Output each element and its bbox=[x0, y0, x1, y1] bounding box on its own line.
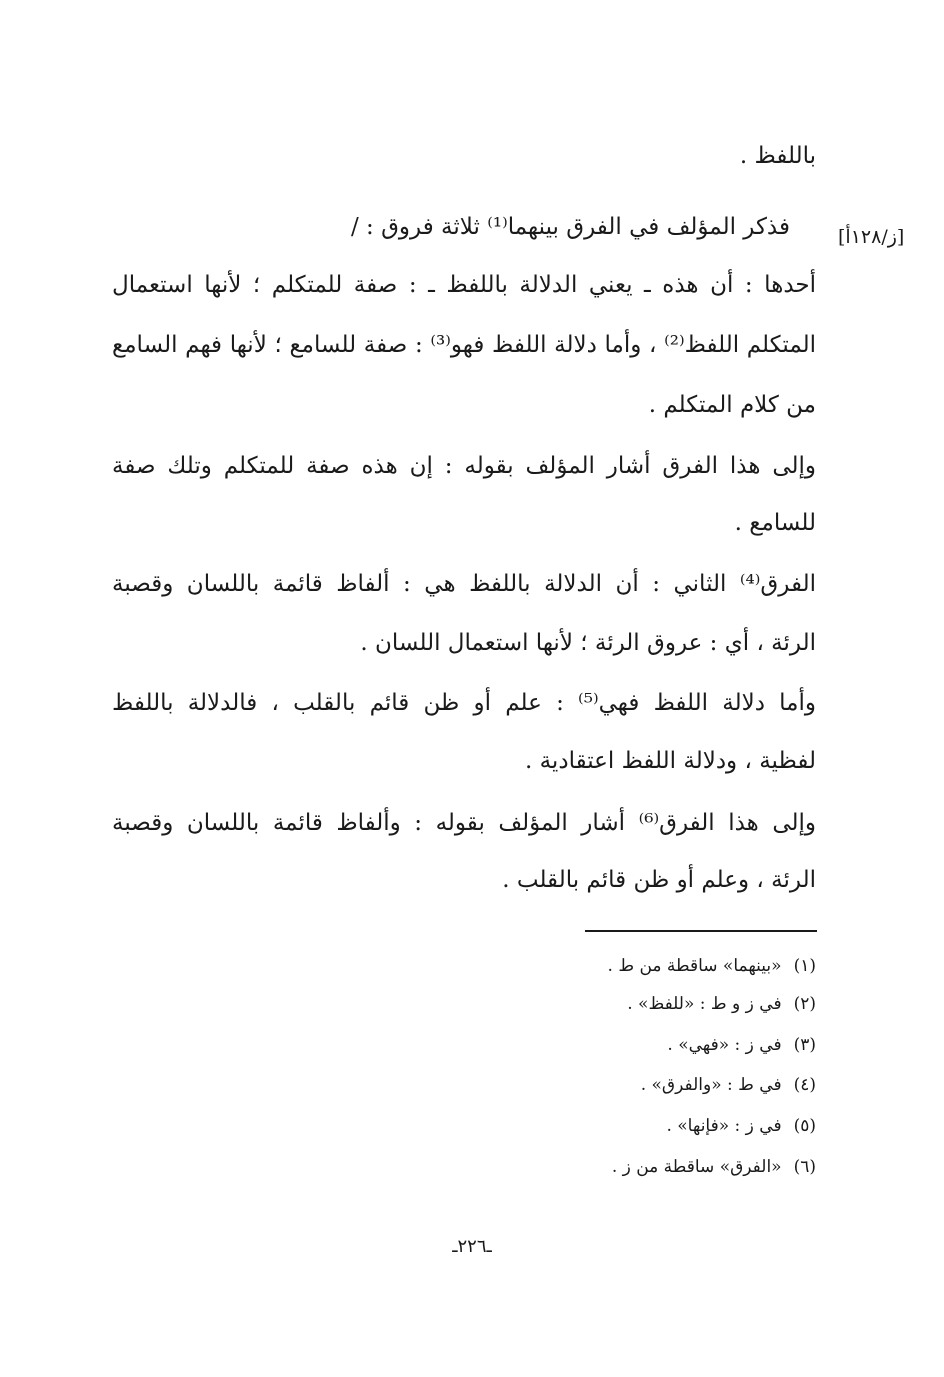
footnote bbox=[612, 1153, 816, 1181]
footnote-text: في ز و ط : «للفظ» . bbox=[627, 994, 782, 1014]
footnote bbox=[608, 952, 816, 980]
footnote-number: (٥) bbox=[793, 1116, 816, 1136]
text-line: للسامع . bbox=[734, 510, 816, 536]
text-line: الرئة ، وعلم أو ظن قائم بالقلب . bbox=[502, 867, 816, 893]
footnote-separator bbox=[585, 930, 817, 932]
text-line: وإلى هذا الفرق أشار المؤلف بقوله : إن هذه صفة للمتكلم وتلك صفة bbox=[112, 453, 816, 479]
footnote-number: (٣) bbox=[793, 1035, 816, 1055]
text-line: الفرق⁽⁴⁾ الثاني : أن الدلالة باللفظ هي : ألفاظ قائمة باللسان وقصبة bbox=[112, 571, 816, 597]
text-line: أحدها : أن هذه ـ يعني الدلالة باللفظ ـ : صفة للمتكلم ؛ لأنها استعمال bbox=[112, 272, 816, 298]
text-line: فذكر المؤلف في الفرق بينهما⁽¹⁾ ثلاثة فروق : / bbox=[350, 214, 790, 240]
footnote-text: في ز : «فإنها» . bbox=[666, 1116, 782, 1136]
footnote-text: «بينهما» ساقطة من ط . bbox=[607, 956, 782, 976]
text-line: وأما دلالة اللفظ فهي⁽⁵⁾ : علم أو ظن قائم بالقلب ، فالدلالة باللفظ bbox=[112, 690, 816, 716]
footnote-number: (١) bbox=[793, 956, 816, 976]
footnote bbox=[641, 1071, 816, 1099]
text-line: باللفظ . bbox=[739, 143, 816, 169]
manuscript-folio-marker: [ز/١٢٨أ] bbox=[838, 226, 905, 248]
footnote bbox=[666, 1112, 816, 1140]
footnote-text: في ط : «والفرق» . bbox=[640, 1075, 782, 1095]
text-line: وإلى هذا الفرق⁽⁶⁾ أشار المؤلف بقوله : وألفاظ قائمة باللسان وقصبة bbox=[112, 810, 817, 836]
text-line: الرئة ، أي : عروق الرئة ؛ لأنها استعمال اللسان . bbox=[360, 630, 816, 656]
footnote-number: (٢) bbox=[793, 994, 816, 1014]
text-line: لفظية ، ودلالة اللفظ اعتقادية . bbox=[524, 748, 816, 774]
text-line: المتكلم اللفظ⁽²⁾ ، وأما دلالة اللفظ فهو⁽³⁾ : صفة للسامع ؛ لأنها فهم السامع bbox=[112, 332, 817, 358]
text-line: من كلام المتكلم . bbox=[648, 392, 816, 418]
footnote-text: «الفرق» ساقطة من ز . bbox=[611, 1157, 782, 1177]
footnote-text: في ز : «فهي» . bbox=[667, 1035, 782, 1055]
footnote bbox=[667, 1031, 816, 1059]
footnote-number: (٦) bbox=[793, 1157, 816, 1177]
footnote bbox=[627, 990, 816, 1018]
footnote-number: (٤) bbox=[793, 1075, 816, 1095]
page-number: ـ٢٢٦ـ bbox=[452, 1236, 492, 1257]
